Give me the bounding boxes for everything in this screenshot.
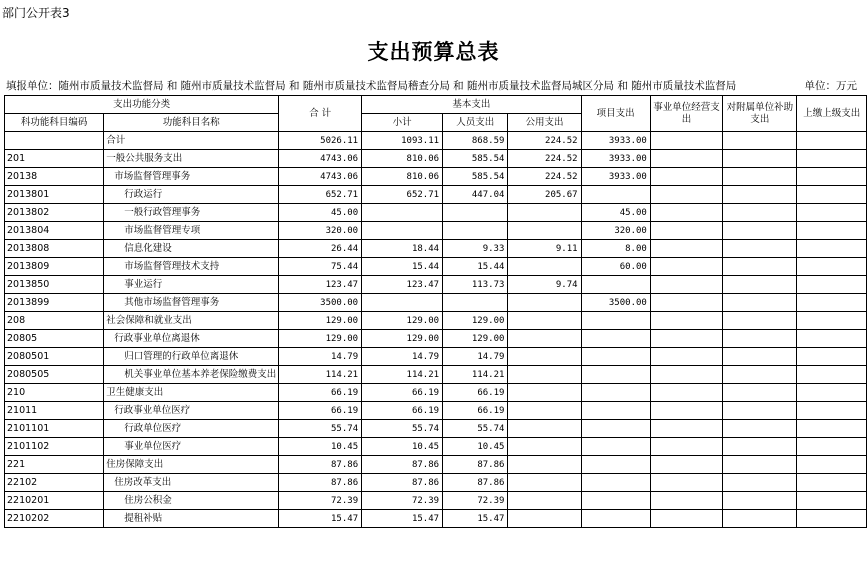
row-business-cell xyxy=(650,204,722,222)
row-business-cell xyxy=(650,132,722,150)
row-total-cell: 87.86 xyxy=(279,474,362,492)
row-business-cell xyxy=(650,384,722,402)
filing-unit-line: 填报单位：随州市质量技术监督局 和 随州市质量技术监督局 和 随州市质量技术监督局稽查分局 和 随州市质量技术监督局城区分局 和 随州市质量技术监督局 xyxy=(6,80,737,92)
row-subsidy-cell xyxy=(723,240,797,258)
row-subtotal-cell: 652.71 xyxy=(362,186,443,204)
row-public-cell: 9.11 xyxy=(508,240,581,258)
row-upper-cell xyxy=(797,492,867,510)
row-upper-cell xyxy=(797,420,867,438)
row-subtotal-cell: 72.39 xyxy=(362,492,443,510)
table-row xyxy=(5,366,867,384)
row-subsidy-cell xyxy=(723,222,797,240)
row-public-cell xyxy=(508,420,581,438)
row-project-cell: 3933.00 xyxy=(581,168,650,186)
row-name-cell: 信息化建设 xyxy=(104,240,279,258)
row-subtotal-cell: 87.86 xyxy=(362,456,443,474)
row-subtotal-cell: 10.45 xyxy=(362,438,443,456)
row-public-cell xyxy=(508,456,581,474)
row-business-cell xyxy=(650,456,722,474)
table-row xyxy=(5,222,867,240)
row-business-cell xyxy=(650,366,722,384)
row-name-cell: 一般公共服务支出 xyxy=(104,150,279,168)
row-public-cell: 205.67 xyxy=(508,186,581,204)
row-business-cell xyxy=(650,474,722,492)
row-business-cell xyxy=(650,420,722,438)
row-total-cell: 14.79 xyxy=(279,348,362,366)
row-total-cell: 66.19 xyxy=(279,402,362,420)
row-code-cell xyxy=(5,132,104,150)
row-subsidy-cell xyxy=(723,186,797,204)
row-public-cell xyxy=(508,330,581,348)
row-project-cell: 3500.00 xyxy=(581,294,650,312)
row-subsidy-cell xyxy=(723,474,797,492)
row-name-cell: 市场监督管理事务 xyxy=(104,168,279,186)
row-business-cell xyxy=(650,222,722,240)
row-project-cell xyxy=(581,492,650,510)
row-upper-cell xyxy=(797,276,867,294)
row-total-cell: 15.47 xyxy=(279,510,362,528)
row-name-cell: 住房保障支出 xyxy=(104,456,279,474)
row-upper-cell xyxy=(797,510,867,528)
row-project-cell xyxy=(581,384,650,402)
row-code-cell: 208 xyxy=(5,312,104,330)
table-row xyxy=(5,294,867,312)
row-name-cell: 住房公积金 xyxy=(104,492,279,510)
row-name-cell: 市场监督管理技术支持 xyxy=(104,258,279,276)
row-subsidy-cell xyxy=(723,402,797,420)
row-business-cell xyxy=(650,186,722,204)
row-upper-cell xyxy=(797,204,867,222)
row-total-cell: 66.19 xyxy=(279,384,362,402)
row-total-cell: 129.00 xyxy=(279,330,362,348)
row-subsidy-cell xyxy=(723,330,797,348)
row-business-cell xyxy=(650,276,722,294)
row-business-cell xyxy=(650,510,722,528)
row-subsidy-cell xyxy=(723,204,797,222)
table-row xyxy=(5,384,867,402)
row-subsidy-cell xyxy=(723,456,797,474)
row-name-cell: 行政运行 xyxy=(104,186,279,204)
header-total: 合 计 xyxy=(279,96,362,132)
row-code-cell: 210 xyxy=(5,384,104,402)
row-public-cell xyxy=(508,366,581,384)
row-total-cell: 5026.11 xyxy=(279,132,362,150)
row-personnel-cell: 9.33 xyxy=(443,240,508,258)
row-personnel-cell: 129.00 xyxy=(443,312,508,330)
row-public-cell xyxy=(508,402,581,420)
row-total-cell: 87.86 xyxy=(279,456,362,474)
row-subtotal-cell: 810.06 xyxy=(362,150,443,168)
row-personnel-cell: 15.47 xyxy=(443,510,508,528)
table-row xyxy=(5,132,867,150)
row-upper-cell xyxy=(797,330,867,348)
row-subtotal-cell: 129.00 xyxy=(362,330,443,348)
table-row xyxy=(5,330,867,348)
row-subsidy-cell xyxy=(723,492,797,510)
row-public-cell xyxy=(508,294,581,312)
row-subtotal-cell: 66.19 xyxy=(362,384,443,402)
row-project-cell: 8.00 xyxy=(581,240,650,258)
row-name-cell: 合计 xyxy=(104,132,279,150)
row-project-cell xyxy=(581,276,650,294)
row-subsidy-cell xyxy=(723,420,797,438)
row-total-cell: 4743.06 xyxy=(279,168,362,186)
row-subtotal-cell: 66.19 xyxy=(362,402,443,420)
row-subsidy-cell xyxy=(723,384,797,402)
row-code-cell: 2013802 xyxy=(5,204,104,222)
header-name: 功能科目名称 xyxy=(104,114,279,132)
row-subsidy-cell xyxy=(723,510,797,528)
row-subsidy-cell xyxy=(723,348,797,366)
row-project-cell: 45.00 xyxy=(581,204,650,222)
row-subsidy-cell xyxy=(723,312,797,330)
row-subtotal-cell: 114.21 xyxy=(362,366,443,384)
row-total-cell: 129.00 xyxy=(279,312,362,330)
row-subtotal-cell xyxy=(362,222,443,240)
row-total-cell: 3500.00 xyxy=(279,294,362,312)
row-name-cell: 卫生健康支出 xyxy=(104,384,279,402)
row-name-cell: 市场监督管理专项 xyxy=(104,222,279,240)
row-business-cell xyxy=(650,312,722,330)
row-upper-cell xyxy=(797,456,867,474)
row-upper-cell xyxy=(797,402,867,420)
row-business-cell xyxy=(650,168,722,186)
row-code-cell: 2210202 xyxy=(5,510,104,528)
row-business-cell xyxy=(650,348,722,366)
row-upper-cell xyxy=(797,438,867,456)
row-upper-cell xyxy=(797,366,867,384)
row-subtotal-cell: 123.47 xyxy=(362,276,443,294)
row-project-cell xyxy=(581,456,650,474)
row-upper-cell xyxy=(797,240,867,258)
row-subtotal-cell: 55.74 xyxy=(362,420,443,438)
row-subtotal-cell: 15.44 xyxy=(362,258,443,276)
row-total-cell: 72.39 xyxy=(279,492,362,510)
row-code-cell: 22102 xyxy=(5,474,104,492)
row-subtotal-cell: 87.86 xyxy=(362,474,443,492)
row-code-cell: 20138 xyxy=(5,168,104,186)
row-code-cell: 2013808 xyxy=(5,240,104,258)
row-project-cell xyxy=(581,186,650,204)
row-upper-cell xyxy=(797,132,867,150)
row-code-cell: 2013804 xyxy=(5,222,104,240)
row-personnel-cell: 585.54 xyxy=(443,168,508,186)
header-public: 公用支出 xyxy=(508,114,581,132)
row-code-cell: 201 xyxy=(5,150,104,168)
budget-table xyxy=(4,95,867,528)
row-upper-cell xyxy=(797,186,867,204)
header-func-class: 支出功能分类 xyxy=(5,96,279,114)
row-name-cell: 社会保障和就业支出 xyxy=(104,312,279,330)
row-personnel-cell: 129.00 xyxy=(443,330,508,348)
row-subtotal-cell: 18.44 xyxy=(362,240,443,258)
row-personnel-cell: 113.73 xyxy=(443,276,508,294)
row-business-cell xyxy=(650,402,722,420)
row-subsidy-cell xyxy=(723,168,797,186)
row-subtotal-cell: 129.00 xyxy=(362,312,443,330)
row-upper-cell xyxy=(797,294,867,312)
row-code-cell: 2080505 xyxy=(5,366,104,384)
row-code-cell: 2013801 xyxy=(5,186,104,204)
row-upper-cell xyxy=(797,474,867,492)
row-project-cell xyxy=(581,348,650,366)
row-code-cell: 2101101 xyxy=(5,420,104,438)
row-code-cell: 221 xyxy=(5,456,104,474)
row-public-cell: 224.52 xyxy=(508,168,581,186)
row-name-cell: 提租补贴 xyxy=(104,510,279,528)
row-subtotal-cell xyxy=(362,204,443,222)
row-project-cell xyxy=(581,402,650,420)
table-row xyxy=(5,456,867,474)
header-personnel: 人员支出 xyxy=(443,114,508,132)
row-subsidy-cell xyxy=(723,366,797,384)
row-name-cell: 行政事业单位离退休 xyxy=(104,330,279,348)
row-code-cell: 20805 xyxy=(5,330,104,348)
table-row xyxy=(5,420,867,438)
row-personnel-cell: 14.79 xyxy=(443,348,508,366)
table-row xyxy=(5,240,867,258)
header-code: 科功能科目编码 xyxy=(5,114,104,132)
row-name-cell: 行政事业单位医疗 xyxy=(104,402,279,420)
report-number-label: 部门公开表3 xyxy=(2,6,70,20)
row-project-cell xyxy=(581,510,650,528)
row-subtotal-cell: 1093.11 xyxy=(362,132,443,150)
row-subsidy-cell xyxy=(723,294,797,312)
row-code-cell: 2101102 xyxy=(5,438,104,456)
row-code-cell: 21011 xyxy=(5,402,104,420)
row-total-cell: 75.44 xyxy=(279,258,362,276)
table-row xyxy=(5,186,867,204)
row-total-cell: 26.44 xyxy=(279,240,362,258)
table-row xyxy=(5,168,867,186)
row-project-cell: 320.00 xyxy=(581,222,650,240)
row-project-cell xyxy=(581,312,650,330)
row-project-cell xyxy=(581,420,650,438)
row-upper-cell xyxy=(797,312,867,330)
row-public-cell: 9.74 xyxy=(508,276,581,294)
row-personnel-cell: 72.39 xyxy=(443,492,508,510)
row-code-cell: 2013899 xyxy=(5,294,104,312)
row-personnel-cell: 66.19 xyxy=(443,402,508,420)
row-total-cell: 55.74 xyxy=(279,420,362,438)
row-public-cell xyxy=(508,438,581,456)
row-personnel-cell: 114.21 xyxy=(443,366,508,384)
header-subtotal: 小计 xyxy=(362,114,443,132)
row-project-cell xyxy=(581,474,650,492)
row-business-cell xyxy=(650,438,722,456)
row-total-cell: 114.21 xyxy=(279,366,362,384)
row-public-cell xyxy=(508,474,581,492)
row-project-cell xyxy=(581,366,650,384)
row-public-cell xyxy=(508,204,581,222)
table-row xyxy=(5,402,867,420)
row-project-cell: 3933.00 xyxy=(581,150,650,168)
row-personnel-cell: 87.86 xyxy=(443,456,508,474)
header-subsidy: 对附属单位补助支出 xyxy=(723,96,797,132)
row-public-cell xyxy=(508,258,581,276)
table-row xyxy=(5,474,867,492)
row-code-cell: 2080501 xyxy=(5,348,104,366)
row-upper-cell xyxy=(797,258,867,276)
row-total-cell: 10.45 xyxy=(279,438,362,456)
row-public-cell xyxy=(508,384,581,402)
row-personnel-cell: 55.74 xyxy=(443,420,508,438)
row-subtotal-cell xyxy=(362,294,443,312)
table-row xyxy=(5,438,867,456)
row-upper-cell xyxy=(797,348,867,366)
row-public-cell xyxy=(508,492,581,510)
row-code-cell: 2013850 xyxy=(5,276,104,294)
row-subsidy-cell xyxy=(723,258,797,276)
row-business-cell xyxy=(650,294,722,312)
row-personnel-cell xyxy=(443,294,508,312)
table-row xyxy=(5,276,867,294)
row-personnel-cell: 66.19 xyxy=(443,384,508,402)
row-upper-cell xyxy=(797,150,867,168)
row-personnel-cell: 585.54 xyxy=(443,150,508,168)
row-total-cell: 45.00 xyxy=(279,204,362,222)
row-name-cell: 事业单位医疗 xyxy=(104,438,279,456)
table-row xyxy=(5,258,867,276)
row-upper-cell xyxy=(797,222,867,240)
row-code-cell: 2013809 xyxy=(5,258,104,276)
row-business-cell xyxy=(650,258,722,276)
table-row xyxy=(5,510,867,528)
row-business-cell xyxy=(650,240,722,258)
row-name-cell: 归口管理的行政单位离退休 xyxy=(104,348,279,366)
row-business-cell xyxy=(650,150,722,168)
header-business: 事业单位经营支出 xyxy=(650,96,722,132)
row-name-cell: 事业运行 xyxy=(104,276,279,294)
row-code-cell: 2210201 xyxy=(5,492,104,510)
header-upper: 上缴上级支出 xyxy=(797,96,867,132)
row-subsidy-cell xyxy=(723,276,797,294)
row-public-cell: 224.52 xyxy=(508,132,581,150)
row-project-cell xyxy=(581,438,650,456)
row-total-cell: 4743.06 xyxy=(279,150,362,168)
row-project-cell: 3933.00 xyxy=(581,132,650,150)
row-personnel-cell: 15.44 xyxy=(443,258,508,276)
table-row xyxy=(5,492,867,510)
table-row xyxy=(5,348,867,366)
row-public-cell xyxy=(508,312,581,330)
row-project-cell: 60.00 xyxy=(581,258,650,276)
row-total-cell: 320.00 xyxy=(279,222,362,240)
row-subsidy-cell xyxy=(723,132,797,150)
row-subtotal-cell: 15.47 xyxy=(362,510,443,528)
row-public-cell: 224.52 xyxy=(508,150,581,168)
row-name-cell: 行政单位医疗 xyxy=(104,420,279,438)
header-project: 项目支出 xyxy=(581,96,650,132)
table-row xyxy=(5,150,867,168)
row-subtotal-cell: 14.79 xyxy=(362,348,443,366)
row-total-cell: 123.47 xyxy=(279,276,362,294)
table-row xyxy=(5,204,867,222)
page-title: 支出预算总表 xyxy=(367,39,500,64)
row-name-cell: 机关事业单位基本养老保险缴费支出 xyxy=(104,366,279,384)
row-subsidy-cell xyxy=(723,150,797,168)
row-public-cell xyxy=(508,222,581,240)
row-personnel-cell: 447.04 xyxy=(443,186,508,204)
row-name-cell: 其他市场监督管理事务 xyxy=(104,294,279,312)
row-personnel-cell xyxy=(443,204,508,222)
row-personnel-cell: 10.45 xyxy=(443,438,508,456)
row-subtotal-cell: 810.06 xyxy=(362,168,443,186)
table-row xyxy=(5,312,867,330)
row-personnel-cell: 87.86 xyxy=(443,474,508,492)
row-subsidy-cell xyxy=(723,438,797,456)
row-name-cell: 住房改革支出 xyxy=(104,474,279,492)
row-project-cell xyxy=(581,330,650,348)
row-business-cell xyxy=(650,492,722,510)
header-basic: 基本支出 xyxy=(362,96,581,114)
row-name-cell: 一般行政管理事务 xyxy=(104,204,279,222)
row-upper-cell xyxy=(797,168,867,186)
row-public-cell xyxy=(508,348,581,366)
row-total-cell: 652.71 xyxy=(279,186,362,204)
row-business-cell xyxy=(650,330,722,348)
row-personnel-cell xyxy=(443,222,508,240)
row-personnel-cell: 868.59 xyxy=(443,132,508,150)
unit-label: 单位：万元 xyxy=(804,80,857,92)
row-public-cell xyxy=(508,510,581,528)
row-upper-cell xyxy=(797,384,867,402)
